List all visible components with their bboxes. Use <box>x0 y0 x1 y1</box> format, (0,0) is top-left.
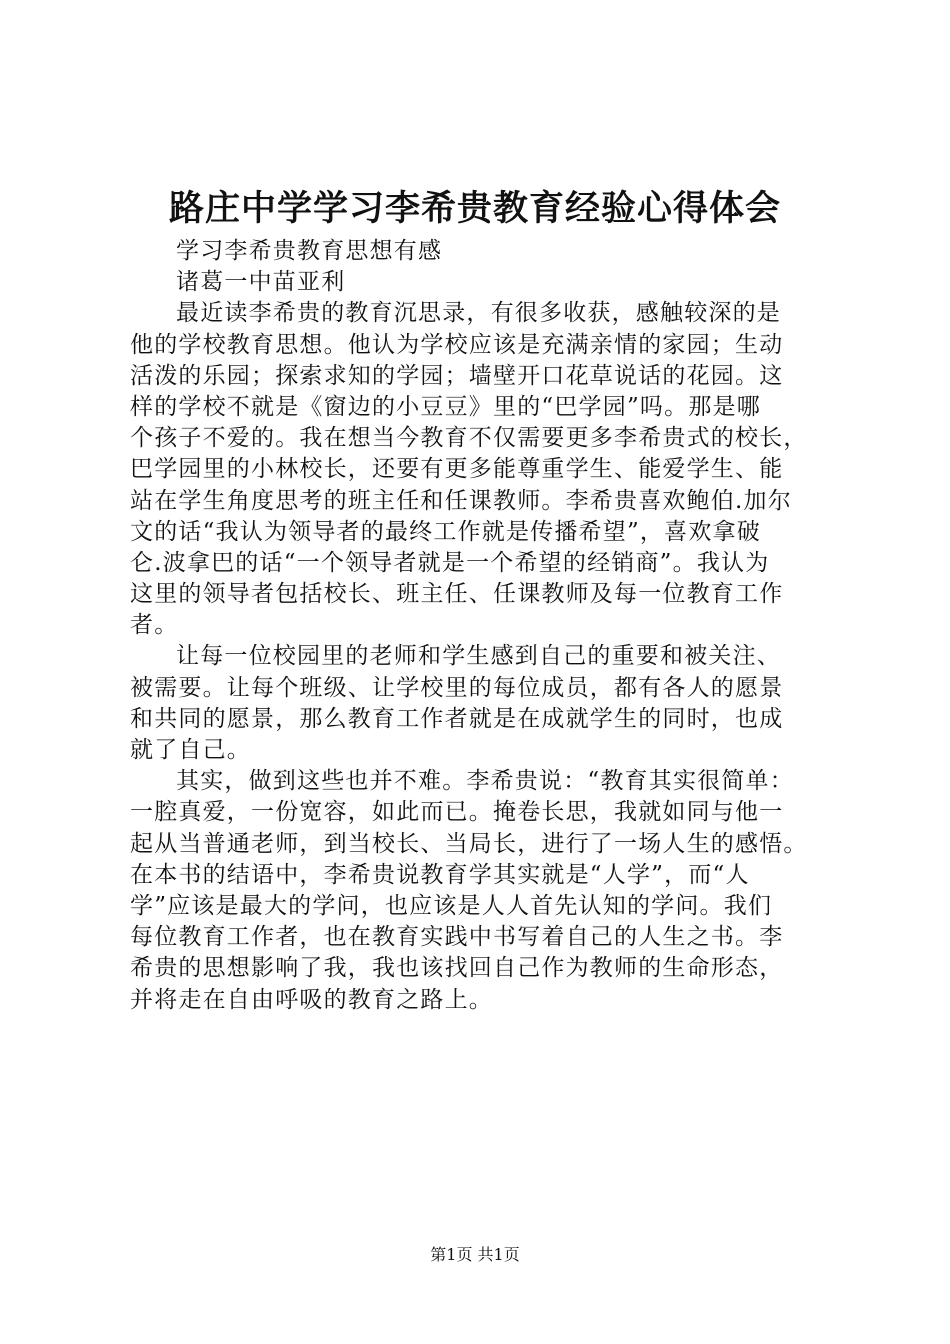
text-line: 每位教育工作者，也在教育实践中书写着自己的人生之书。李 <box>130 924 784 951</box>
text-line: 希贵的思想影响了我，我也该找回自己作为教师的生命形态， <box>130 955 784 982</box>
text-line: 个孩子不爱的。我在想当今教育不仅需要更多李希贵式的校长， <box>130 425 808 452</box>
paragraph-2 <box>130 641 830 766</box>
text-line: 最近读李希贵的教育沉思录，有很多收获，感触较深的是 <box>176 300 781 327</box>
page-footer: 第1页 共1页 <box>430 1245 520 1264</box>
text-line: 并将走在自由呼吸的教育之路上。 <box>130 986 493 1013</box>
text-line: 样的学校不就是《窗边的小豆豆》里的“巴学园”吗。那是哪 <box>130 393 761 420</box>
paragraph-3 <box>130 766 830 1016</box>
subtitle-line: 学习李希贵教育思想有感 <box>176 238 443 264</box>
text-line: 文的话“我认为领导者的最终工作就是传播希望”，喜欢拿破 <box>130 518 761 545</box>
text-line: 学”应该是最大的学问，也应该是人人首先认知的学问。我们 <box>130 892 773 919</box>
text-line: 被需要。让每个班级、让学校里的每位成员，都有各人的愿景 <box>130 674 784 701</box>
text-line: 者。 <box>130 612 179 639</box>
document-body <box>130 236 830 1016</box>
text-line: 让每一位校园里的老师和学生感到自己的重要和被关注、 <box>176 643 781 670</box>
document-title: 路庄中学学习李希贵教育经验心得体会 <box>168 188 781 229</box>
text-line: 就了自己。 <box>130 737 251 763</box>
text-line: 起从当普通老师，到当校长、当局长，进行了一场人生的感悟。 <box>130 830 808 857</box>
text-line: 和共同的愿景，那么教育工作者就是在成就学生的同时，也成 <box>130 705 784 732</box>
text-line: 活泼的乐园；探索求知的学园；墙壁开口花草说话的花园。这 <box>130 362 784 389</box>
text-line: 一腔真爱，一份宽容，如此而已。掩卷长思，我就如同与他一 <box>130 799 784 826</box>
text-line: 巴学园里的小林校长，还要有更多能尊重学生、能爱学生、能 <box>130 456 784 483</box>
text-line: 其实，做到这些也并不难。李希贵说：“教育其实很简单： <box>176 768 794 795</box>
paragraph-1 <box>130 298 830 641</box>
author-line: 诸葛一中苗亚利 <box>176 269 346 296</box>
text-line: 仑.波拿巴的话“一个领导者就是一个希望的经销商”。我认为 <box>130 549 770 576</box>
text-line: 他的学校教育思想。他认为学校应该是充满亲情的家园；生动 <box>130 331 784 358</box>
text-line: 在本书的结语中，李希贵说教育学其实就是“人学”，而“人 <box>130 861 750 888</box>
text-line: 这里的领导者包括校长、班主任、任课教师及每一位教育工作 <box>130 581 784 608</box>
text-line: 站在学生角度思考的班主任和任课教师。李希贵喜欢鲍伯.加尔 <box>130 487 792 514</box>
